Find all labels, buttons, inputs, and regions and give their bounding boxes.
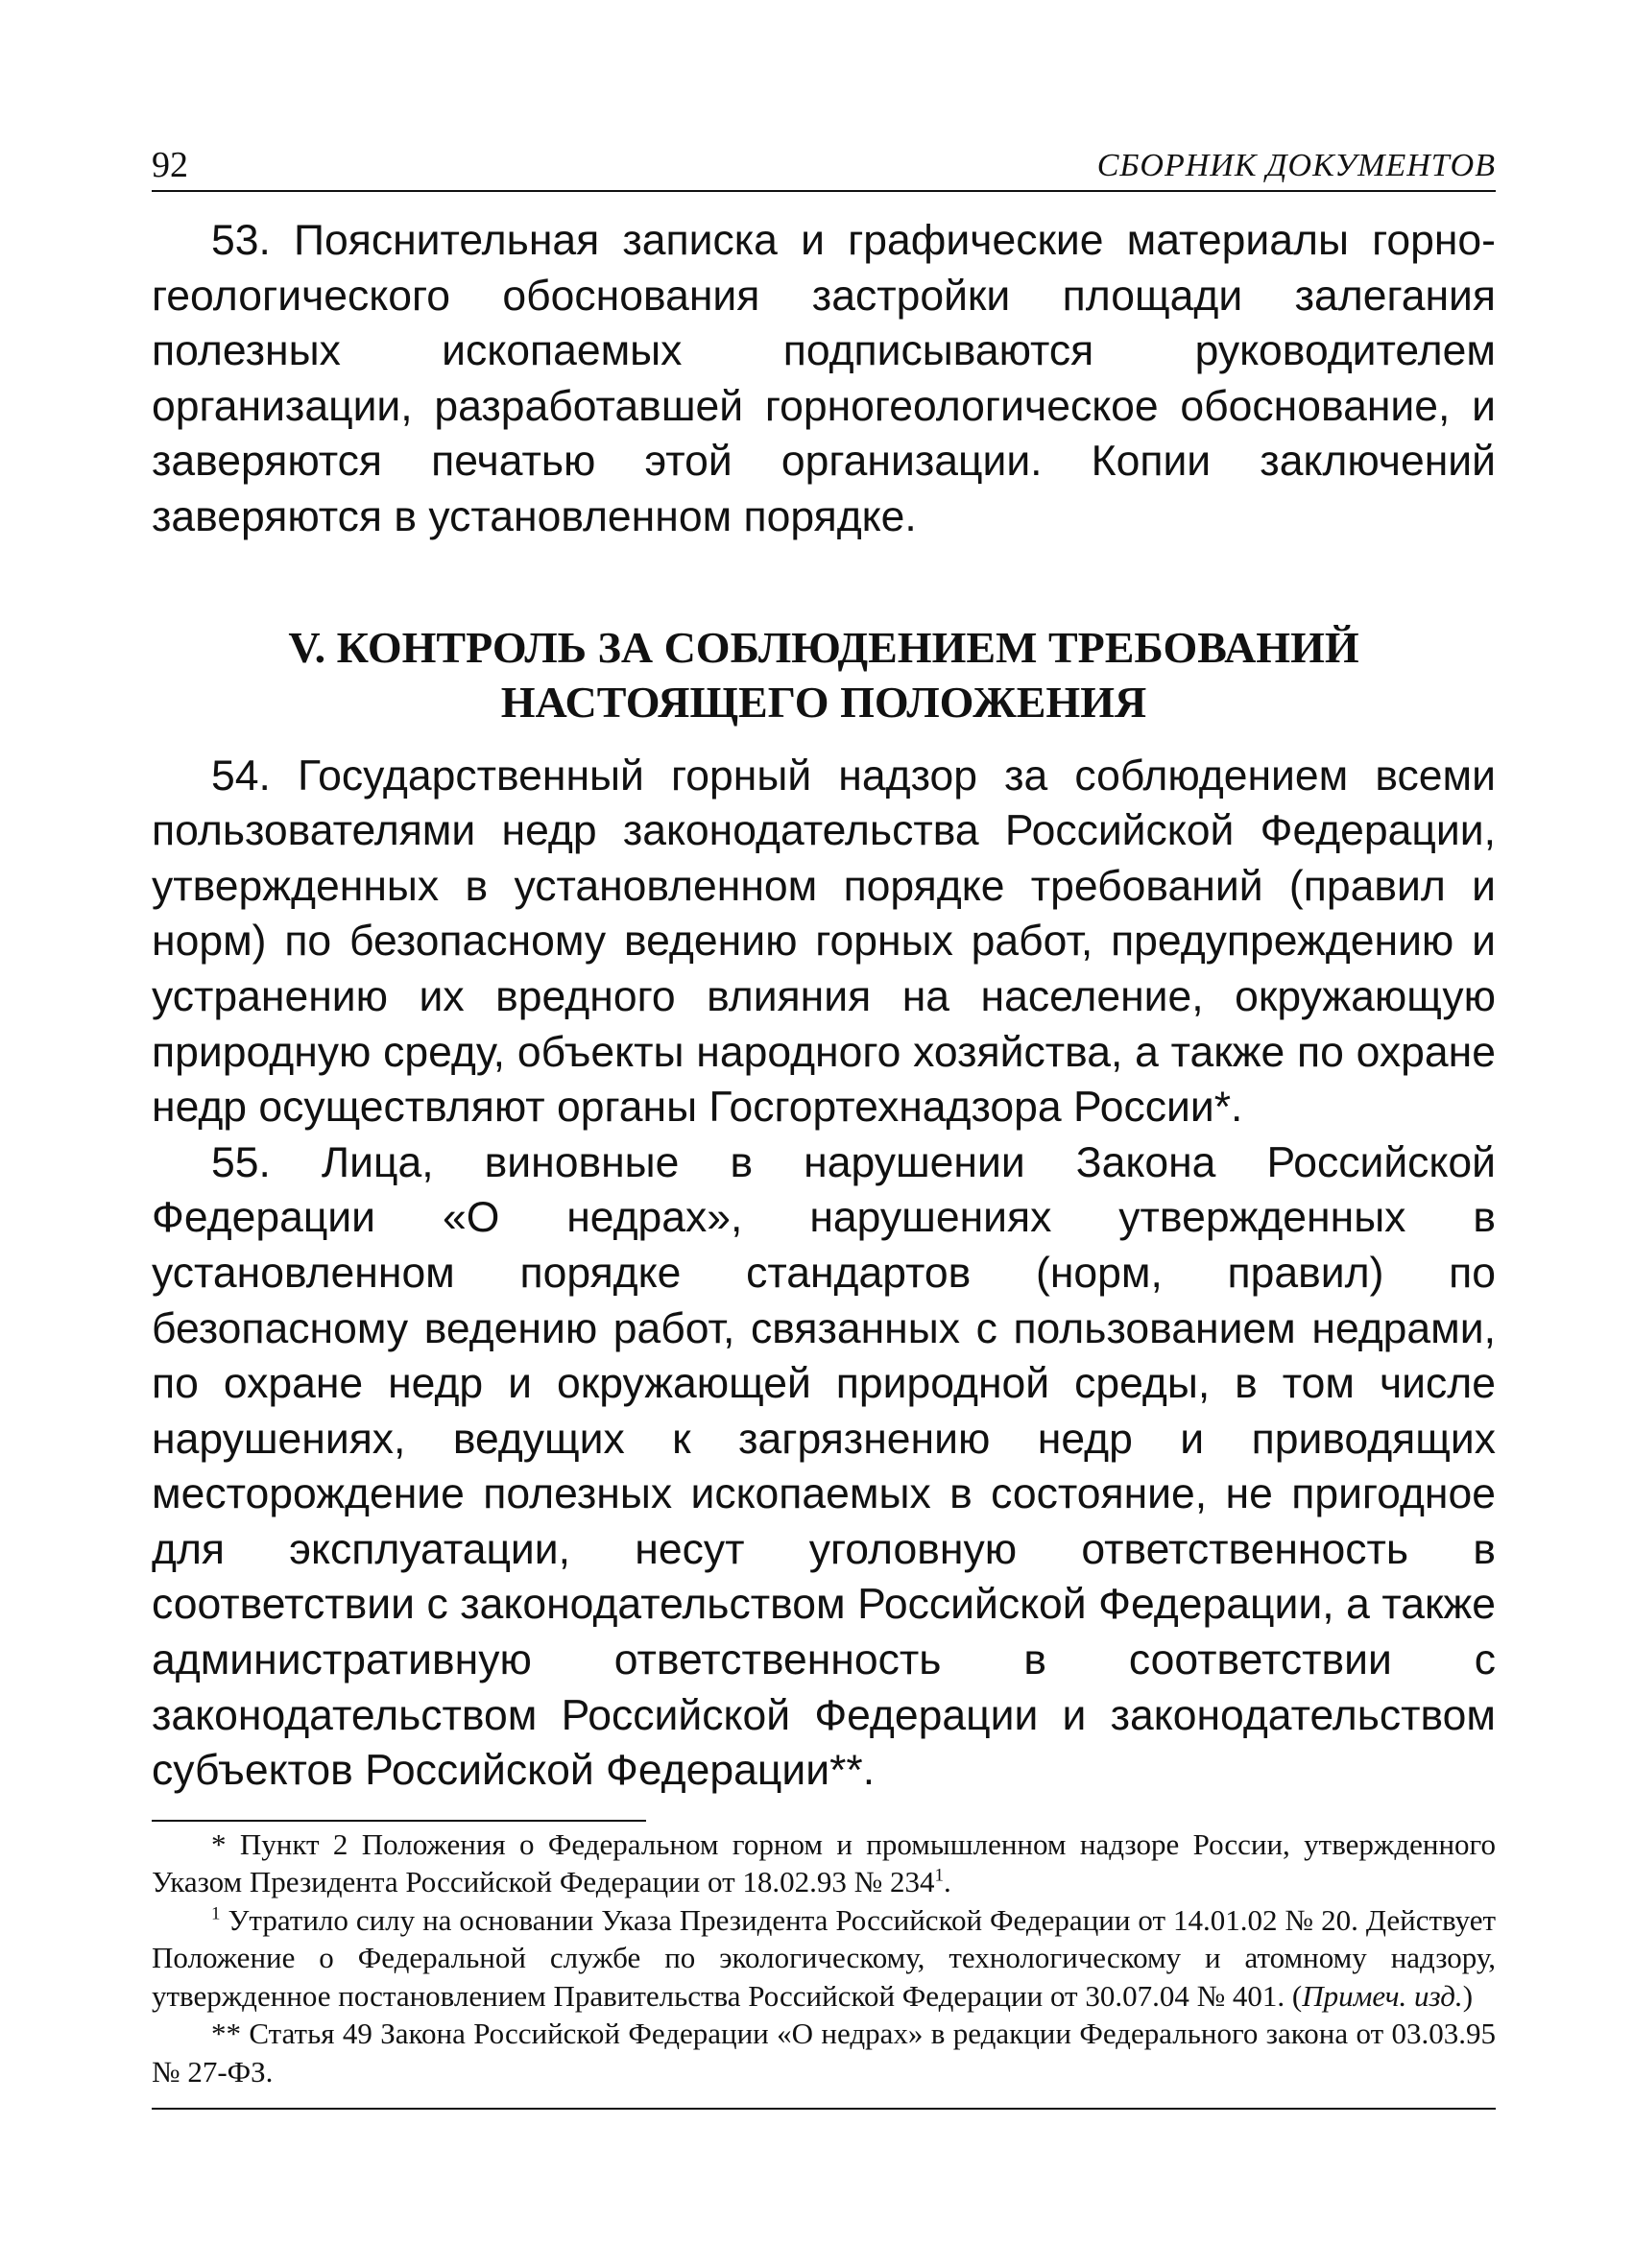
page-number: 92	[152, 145, 188, 185]
footnote-2-editor-note: Примеч. изд.	[1302, 1978, 1463, 2013]
running-title: СБОРНИК ДОКУМЕНТОВ	[1096, 148, 1496, 183]
section-heading	[152, 620, 1496, 729]
footnote-1-text: * Пункт 2 Положения о Федеральном горном и промышленном надзоре России, утвержденного Указом Президента Российской Федерации от 18.02.93 № 234	[152, 1826, 1496, 1899]
footnote-2-marker: 1	[211, 1903, 221, 1924]
footnote-1	[152, 1826, 1496, 1901]
section-heading-line-2: НАСТОЯЩЕГО ПОЛОЖЕНИЯ	[500, 677, 1147, 727]
paragraph-53: 53. Пояснительная записка и графические материалы горно-геологического обоснования застройки площади залегания полезных ископаемых подписываются руководителем организации, разработавшей горногеологическое обоснование, и заверяются печатью этой организации. Копии заключений заверяются в установленном порядке.	[152, 217, 1496, 540]
section-heading-line-1: V. КОНТРОЛЬ ЗА СОБЛЮДЕНИЕМ ТРЕБОВАНИЙ	[288, 622, 1359, 672]
footnotes	[152, 1822, 1496, 2091]
footnote-2	[152, 1901, 1496, 2016]
main-text	[152, 213, 1496, 1799]
footnote-3: ** Статья 49 Закона Российской Федерации «О недрах» в редакции Федерального закона от 03.03.95 № 27-ФЗ.	[152, 2017, 1496, 2089]
paragraph-54: 54. Государственный горный надзор за соблюдением всеми пользователями недр законодательства Российской Федерации, утвержденных в установленном порядке требований (правил и норм) по безопасному ведению горных работ, предупреждению и устранению их вредного влияния на население, окружающую природную среду, объекты народного хозяйства, а также по охране недр осуществляют органы Госгортехнадзора России*.	[152, 752, 1496, 1132]
footnote-2-end: )	[1462, 1978, 1474, 2013]
footnote-1-superscript: 1	[934, 1866, 944, 1887]
footnote-2-text: Утратило силу на основании Указа Президента Российской Федерации от 14.01.02 № 20. Действует Положение о Федеральной службе по экологическому, технологическому и атомному надзору, утвержденное постановлением Правительства Российской Федерации от 30.07.04 № 401. (	[152, 1902, 1496, 2013]
running-head	[152, 142, 1496, 192]
footnote-1-end: .	[943, 1865, 951, 1899]
bottom-rule	[152, 2108, 1496, 2110]
document-page	[152, 142, 1496, 2158]
paragraph-55: 55. Лица, виновные в нарушении Закона Российской Федерации «О недрах», нарушениях утвержденных в установленном порядке стандартов (норм, правил) по безопасному ведению работ, связанных с пользованием недрами, по охране недр и окружающей природной среды, в том числе нарушениях, ведущих к загрязнению недр и приводящих месторождение полезных ископаемых в состояние, не пригодное для эксплуатации, несут уголовную ответственность в соответствии с законодательством Российской Федерации, а также административную ответственность в соответствии с законодательством Российской Федерации и законодательством субъектов Российской Федерации**.	[152, 1138, 1496, 1795]
